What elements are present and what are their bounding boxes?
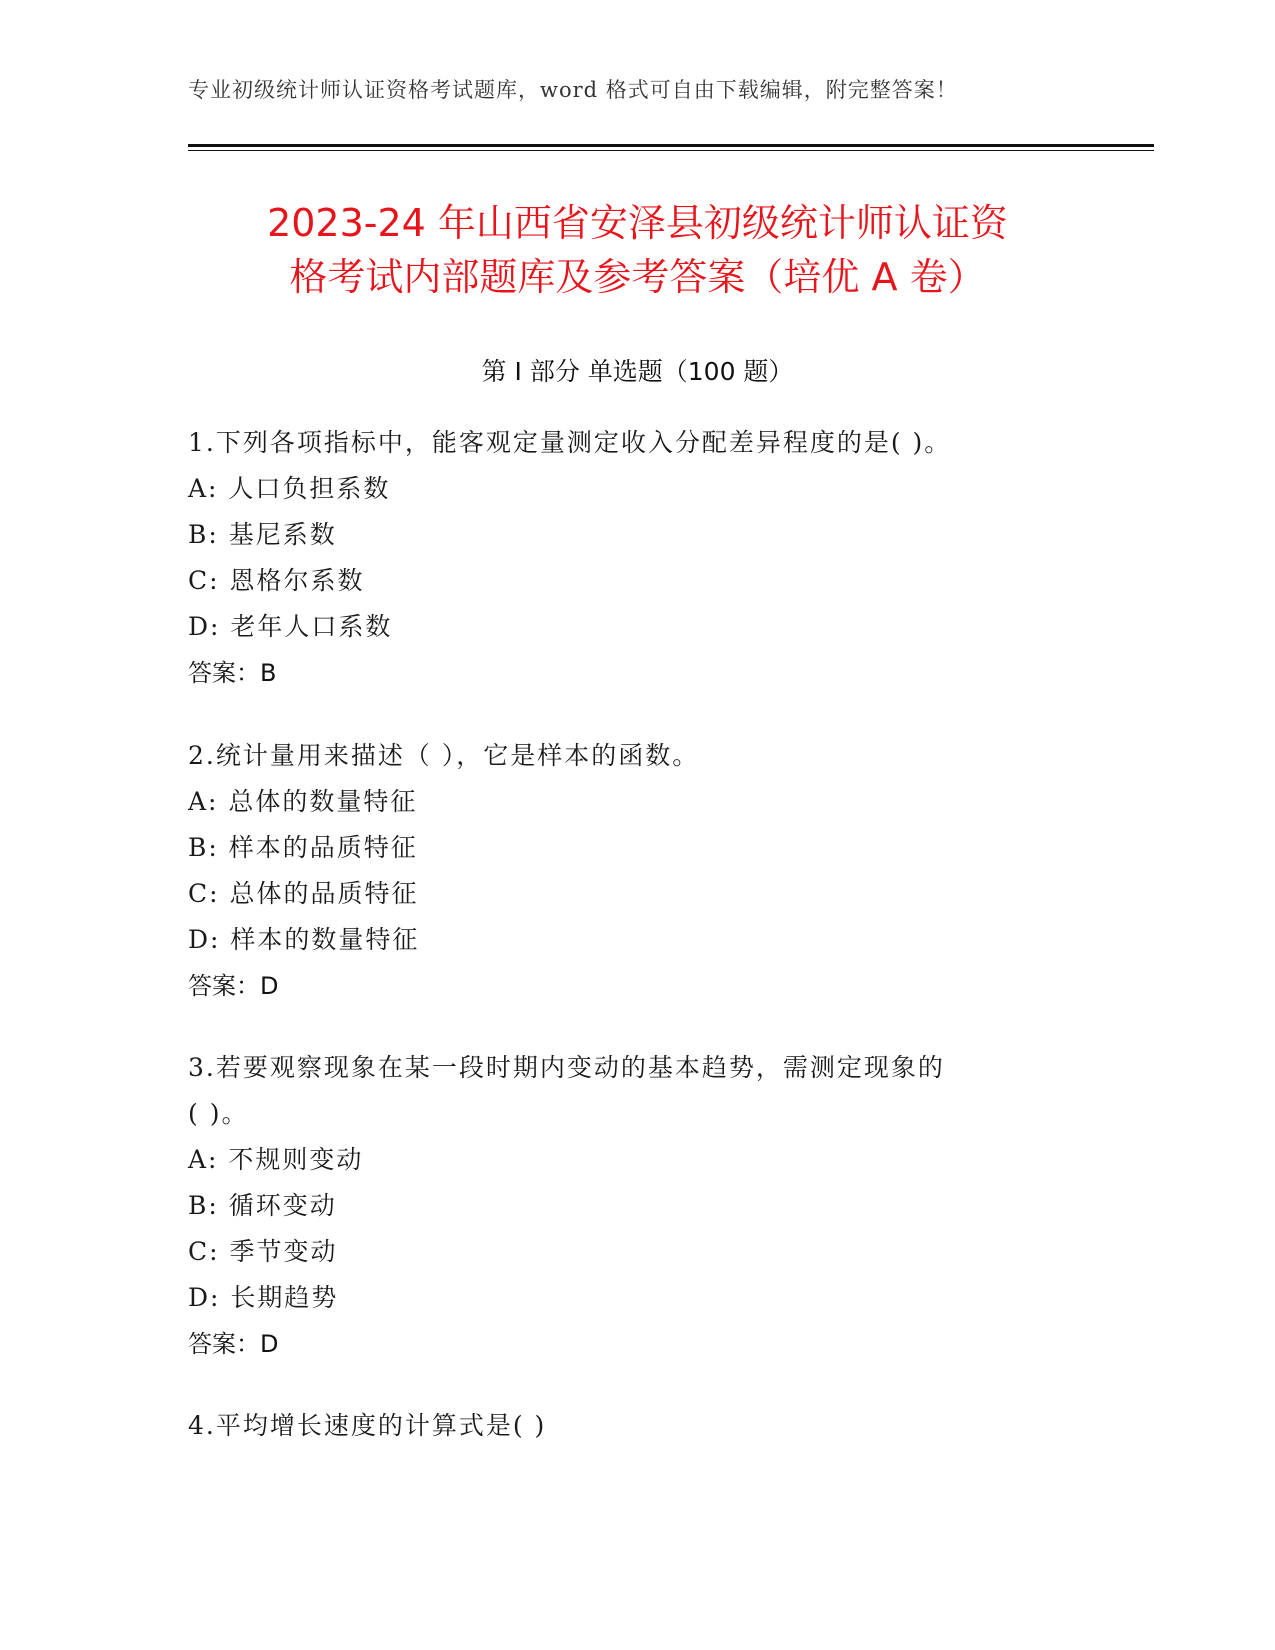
option-d: D: 老年人口系数 bbox=[188, 612, 393, 641]
option-b: B: 基尼系数 bbox=[188, 520, 337, 549]
option-c: C: 恩格尔系数 bbox=[188, 566, 365, 595]
option-a: A: 总体的数量特征 bbox=[188, 787, 418, 816]
section-title: 第 I 部分 单选题（100 题） bbox=[481, 357, 794, 386]
header-rule bbox=[188, 144, 1154, 147]
option-c: C: 总体的品质特征 bbox=[188, 879, 419, 908]
option-b: B: 循环变动 bbox=[188, 1191, 337, 1220]
question-stem: 1.下列各项指标中，能客观定量测定收入分配差异程度的是( )。 bbox=[188, 428, 952, 457]
question-4 bbox=[188, 1403, 1128, 1449]
header-rule-thin bbox=[188, 150, 1154, 151]
question-stem: 4.平均增长速度的计算式是( ) bbox=[188, 1411, 547, 1440]
document-title-line-1: 2023-24 年山西省安泽县初级统计师认证资 bbox=[267, 201, 1008, 245]
option-a: A: 不规则变动 bbox=[188, 1145, 364, 1174]
question-stem-line-2: ( )。 bbox=[188, 1099, 249, 1128]
option-a: A: 人口负担系数 bbox=[188, 474, 391, 503]
answer: 答案：B bbox=[188, 659, 277, 687]
header-note: 专业初级统计师认证资格考试题库，word 格式可自由下载编辑，附完整答案！ bbox=[188, 78, 958, 102]
answer: 答案：D bbox=[188, 972, 279, 1000]
option-d: D: 长期趋势 bbox=[188, 1283, 339, 1312]
document-title-line-2: 格考试内部题库及参考答案（培优 A 卷） bbox=[289, 255, 986, 299]
document-title bbox=[150, 196, 1125, 304]
option-c: C: 季节变动 bbox=[188, 1237, 338, 1266]
question-1 bbox=[188, 420, 1128, 696]
question-2 bbox=[188, 733, 1128, 1009]
question-3 bbox=[188, 1045, 1128, 1367]
question-stem-line-1: 3.若要观察现象在某一段时期内变动的基本趋势，需测定现象的 bbox=[188, 1053, 945, 1082]
question-stem: 2.统计量用来描述（ ），它是样本的函数。 bbox=[188, 741, 700, 770]
answer: 答案：D bbox=[188, 1330, 279, 1358]
option-d: D: 样本的数量特征 bbox=[188, 925, 420, 954]
option-b: B: 样本的品质特征 bbox=[188, 833, 418, 862]
